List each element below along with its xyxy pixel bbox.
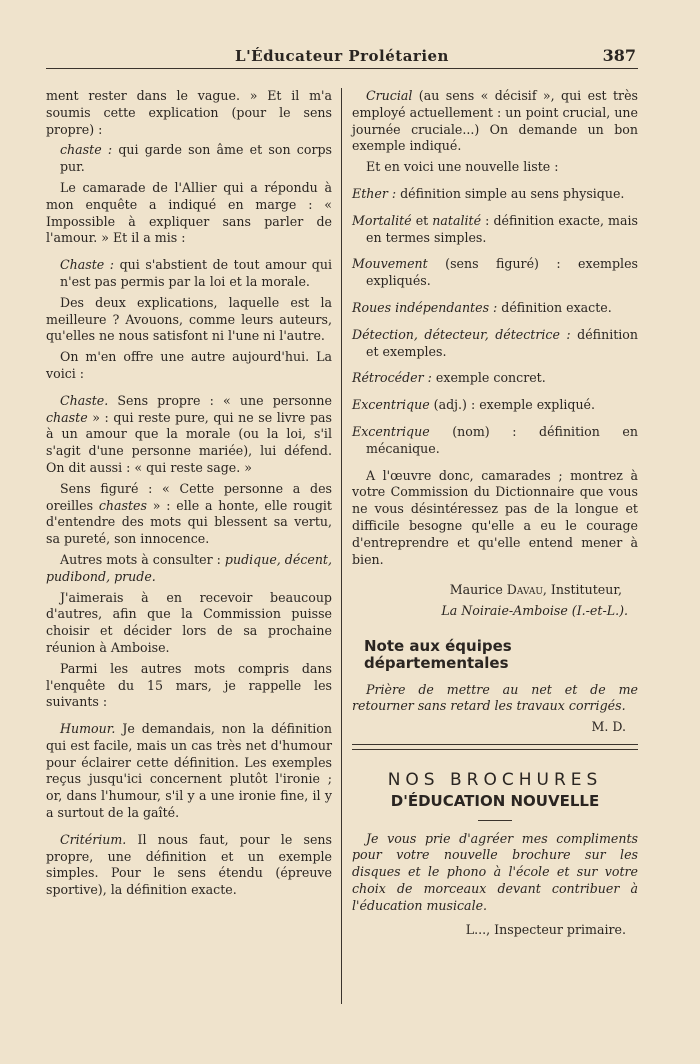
term: pudique, décent, pudibond, prude.: [46, 551, 332, 584]
list-item: [352, 397, 638, 414]
term: Ether :: [352, 185, 397, 201]
text: définition et exemples.: [366, 326, 638, 359]
paragraph: [46, 721, 332, 822]
paragraph: ment rester dans le vague. » Et il m'a soumis cette explication (pour le sens propre) :: [46, 88, 332, 137]
text: définition exacte.: [497, 299, 612, 315]
paragraph: Parmi les autres mots compris dans l'enquête du 15 mars, je rappelle les suivants :: [46, 660, 332, 710]
list-item: [352, 327, 638, 361]
quote-signature: L..., Inspecteur primaire.: [465, 922, 626, 938]
list-item: [352, 256, 638, 290]
paragraph: Des deux explications, laquelle est la meilleure ? Avouons, comme leurs auteurs, qu'elles ne nous satisfont ni l'une ni l'autre.: [46, 294, 332, 344]
paragraph: A l'œuvre donc, camarades ; montrez à votre Commission du Dictionnaire que vous ne vous désintéressez pas de la longue et difficile besogne qu'elle a eu le courage d'entreprendre et qu'elle entend mener à bien.: [352, 467, 638, 567]
text: (nom) : définition en mécanique.: [366, 423, 638, 456]
text: » : elle a honte, elle rougit d'entendre des mots qui blessent sa vertu, sa pureté, son innocence.: [46, 497, 332, 547]
term: chaste: [46, 409, 88, 425]
term: chastes: [98, 497, 147, 513]
right-column: [352, 88, 638, 939]
page-number: 387: [602, 46, 636, 65]
term: Chaste.: [60, 392, 109, 408]
running-header: [46, 44, 638, 69]
text: (adj.) : exemple expliqué.: [429, 397, 596, 413]
text: et: [411, 212, 433, 228]
text: , Instituteur,: [542, 582, 622, 598]
short-divider: [478, 820, 512, 821]
list-item: [352, 370, 638, 387]
definition-text: qui s'abstient de tout amour qui n'est pas permis par la loi et la morale.: [60, 257, 332, 289]
column-divider: [341, 88, 342, 1004]
note-signature: M. D.: [591, 719, 626, 735]
paragraph: [46, 832, 332, 899]
paragraph: Le camarade de l'Allier qui a répondu à mon enquête a indiqué en marge : « Impossible à expliquer sans parler de l'amour. » Et il a mis :: [46, 179, 332, 246]
term: Roues indépendantes :: [352, 299, 498, 315]
paragraph: [352, 88, 638, 155]
paragraph: [46, 481, 332, 548]
term: Mortalité: [352, 212, 412, 228]
section-subtitle: D'ÉDUCATION NOUVELLE: [390, 791, 600, 810]
term: Mouvement: [352, 256, 428, 272]
text: Sens figuré : « Cette personne a des oreilles: [46, 480, 332, 513]
surname: Davau: [506, 582, 543, 598]
definition-text: qui garde son âme et son corps pur.: [60, 142, 332, 175]
journal-title: L'Éducateur Prolétarien: [235, 47, 449, 65]
definition-term: chaste :: [60, 142, 113, 158]
list-item: [352, 213, 638, 247]
term: Critérium.: [60, 831, 127, 847]
definition-term: Chaste :: [60, 257, 115, 273]
term: Crucial: [366, 88, 413, 103]
text: Il nous faut, pour le sens propre, une définition et un exemple simples. Pour le sens étendu (épreuve sportive), la définition exacte.: [46, 831, 332, 898]
paragraph: [46, 552, 332, 586]
paragraph: J'aimerais à en recevoir beaucoup d'autres, afin que la Commission puisse choisir et décider lors de sa prochaine réunion à Amboise.: [46, 589, 332, 655]
signature-name: [352, 582, 638, 599]
term: Détection, détecteur, détectrice :: [352, 326, 571, 342]
definition: [60, 257, 332, 291]
definition: [60, 142, 332, 176]
term: natalité: [432, 212, 482, 228]
quote-text: Je vous prie d'agréer mes compliments pour votre nouvelle brochure sur les disques et le phono à l'école et sur votre choix de morceaux devant contribuer à l'éducation musicale.: [352, 830, 638, 913]
term: Humour.: [60, 721, 116, 737]
text: » : qui reste pure, qui ne se livre pas à un amour que la morale (ou la loi, s'il s'agit d'une personne mariée), lui défend. On dit aussi : « qui reste sage. »: [46, 409, 332, 475]
note-heading: Note aux équipes départementales: [364, 636, 512, 672]
term: Excentrique: [352, 423, 430, 439]
list-item: [352, 300, 638, 317]
signature-place: La Noiraie-Amboise (I.-et-L.).: [441, 603, 628, 619]
paragraph: On m'en offre une autre aujourd'hui. La voici :: [46, 349, 332, 381]
text: Autres mots à consulter :: [60, 551, 225, 567]
paragraph: Et en voici une nouvelle liste :: [366, 159, 559, 175]
paragraph: [46, 393, 332, 477]
text: définition simple au sens physique.: [396, 185, 625, 201]
left-column: [46, 88, 332, 903]
section-title: NOS BROCHURES: [387, 769, 603, 790]
note-text: Prière de mettre au net et de me retourner sans retard les travaux corrigés.: [352, 681, 638, 714]
text: : définition exacte, mais en termes simples.: [366, 212, 638, 245]
text: exemple concret.: [431, 370, 546, 386]
text: Maurice: [449, 582, 507, 598]
list-item: [352, 424, 638, 458]
list-item: [352, 186, 638, 203]
section-divider: [352, 744, 638, 750]
text: (au sens « décisif », qui est très employé actuellement : un point crucial, une journée cruciale...) On demande un bon exemple indiqué.: [352, 88, 638, 154]
term: Rétrocéder :: [352, 370, 432, 386]
term: Excentrique: [352, 397, 430, 413]
text: Je demandais, non la définition qui est facile, mais un cas très net d'humour pour éclairer cette définition. Les exemples reçus jusqu'ici concernent plutôt l'ironie ; or, dans l'humour, s'il y a une ironie fine, il y a surtout de la gaîté.: [46, 721, 332, 821]
text: Sens propre : « une personne: [108, 392, 332, 408]
text: (sens figuré) : exemples expliqués.: [366, 256, 638, 289]
